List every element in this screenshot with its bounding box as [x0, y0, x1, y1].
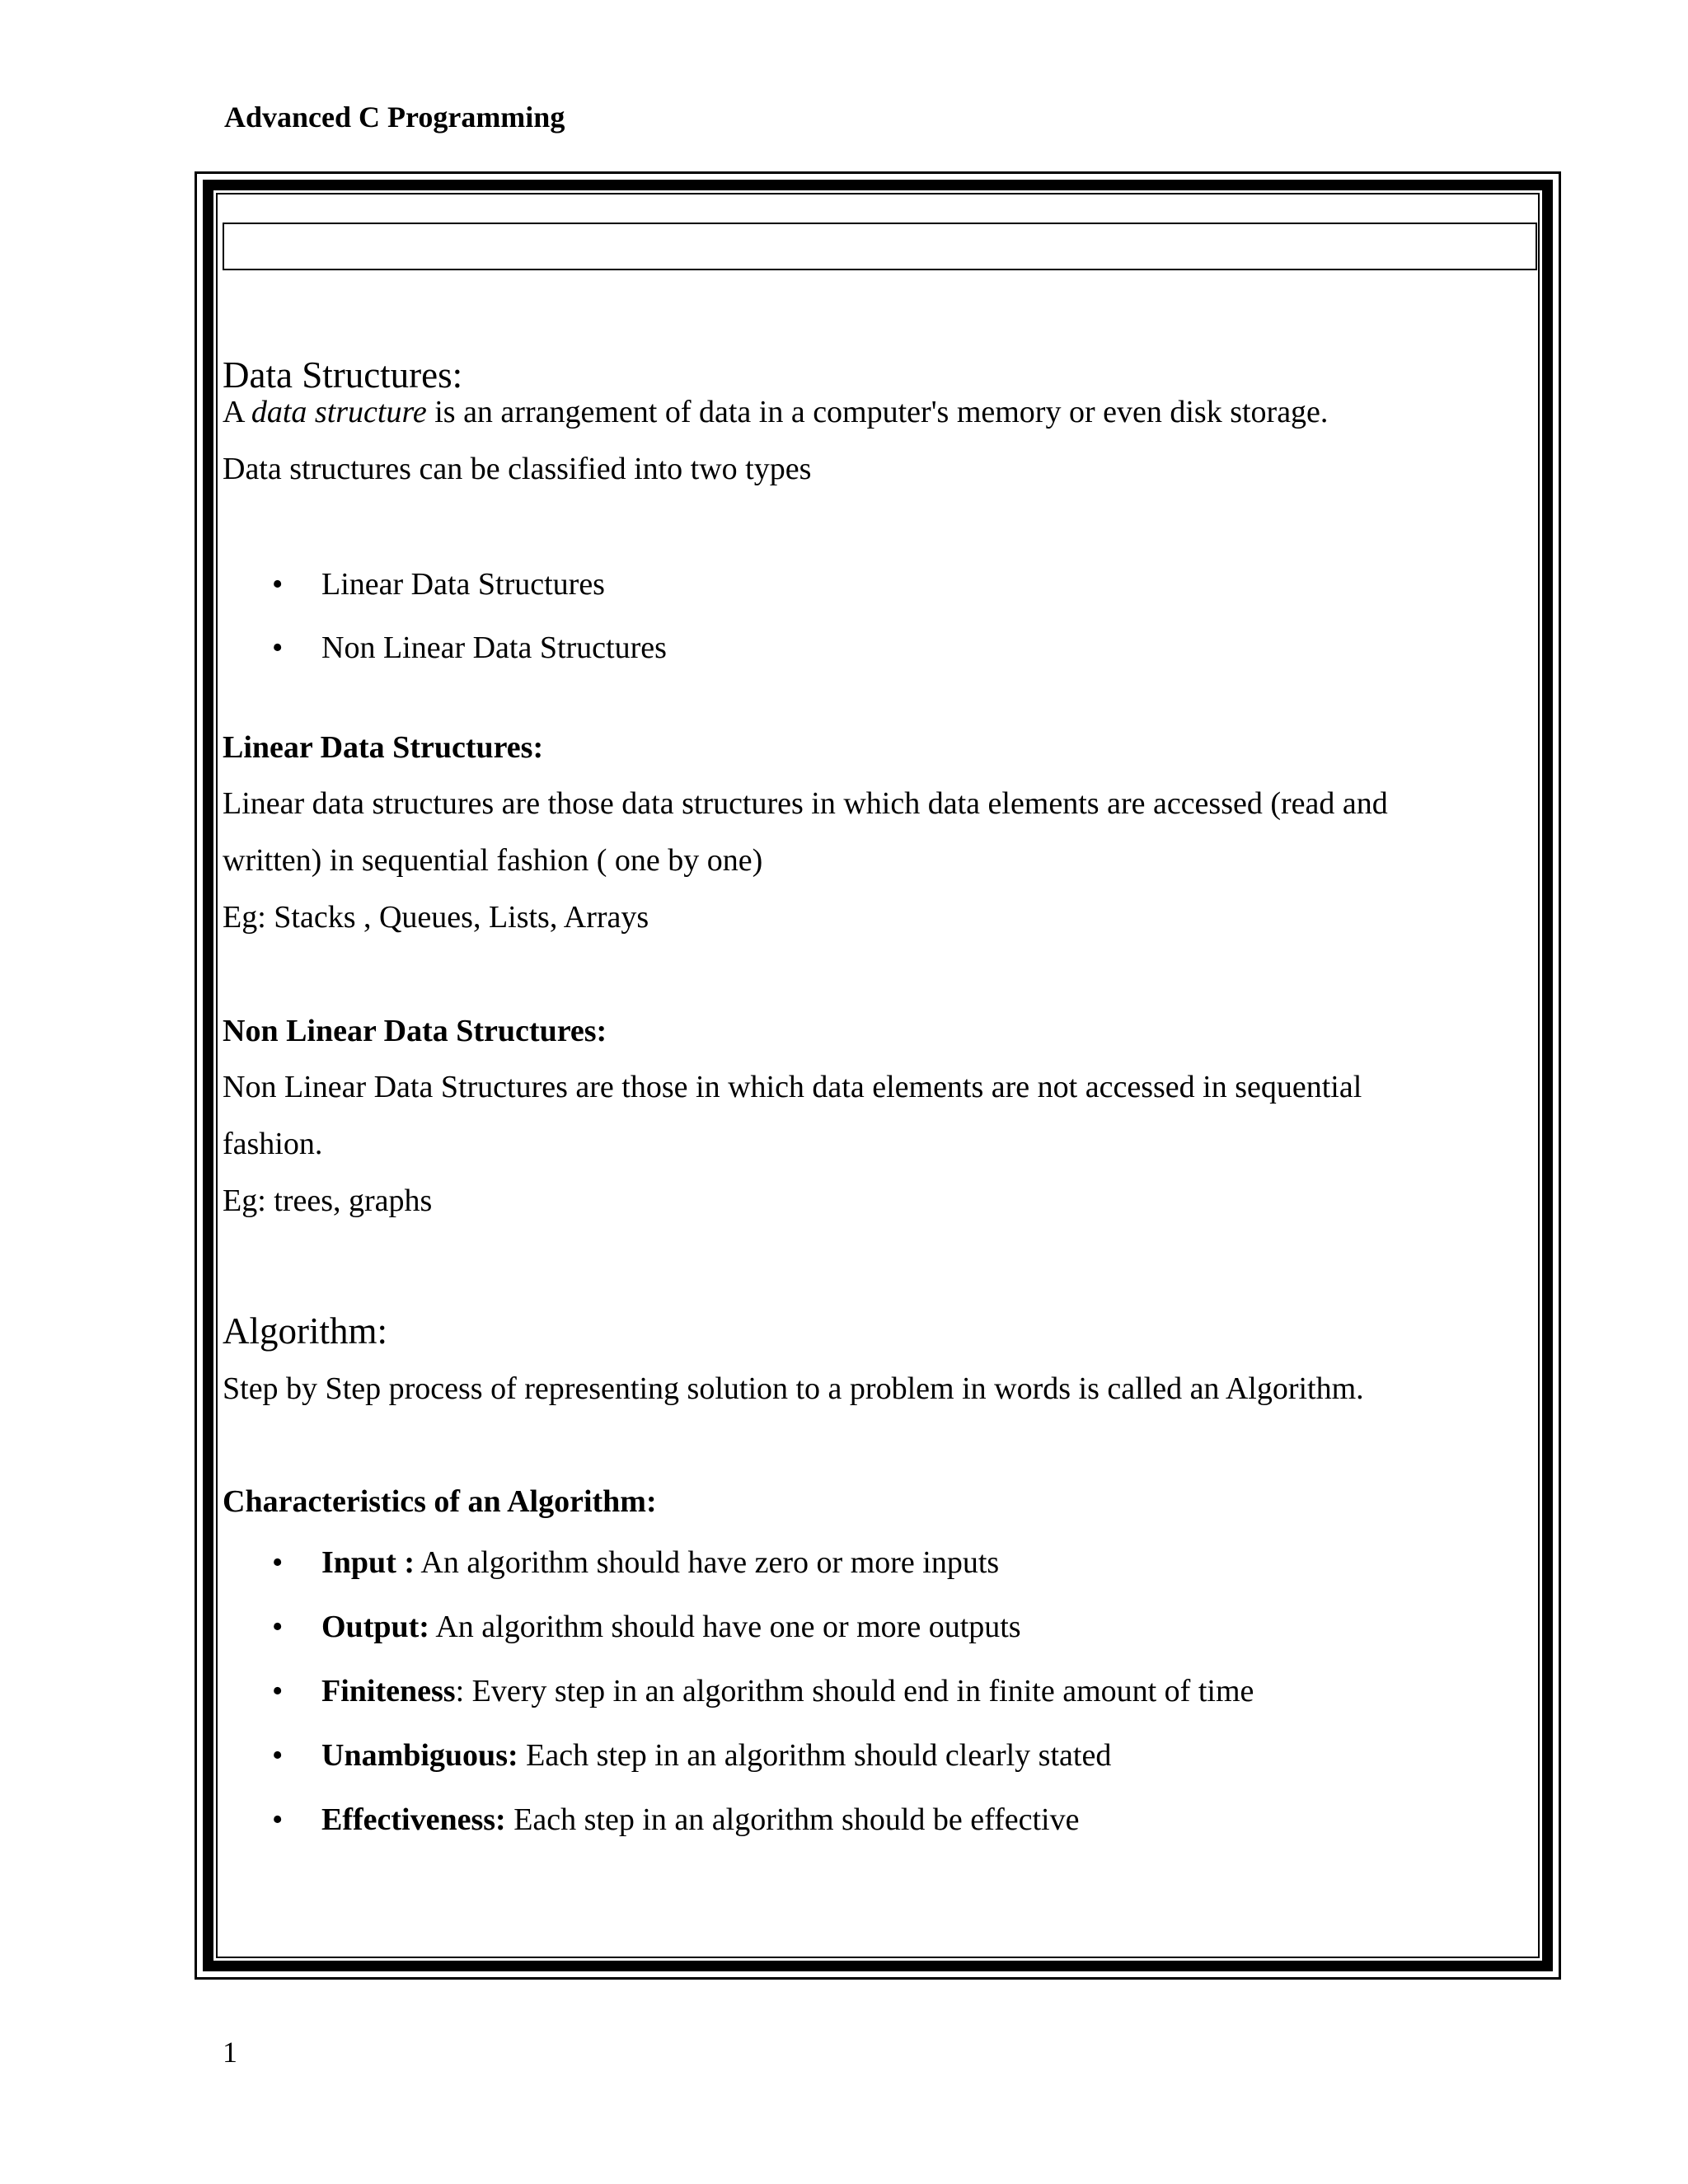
list-item-text	[321, 1672, 1254, 1710]
definition-rest: is an arrangement of data in a computer's memory or even disk storage.	[426, 395, 1329, 429]
definition-term: data structure	[251, 395, 427, 429]
bullet-icon: •	[272, 630, 284, 665]
characteristic-term: Unambiguous:	[321, 1738, 518, 1773]
algorithm-definition: Step by Step process of representing solution to a problem in words is called an Algorithm.	[223, 1371, 1364, 1406]
bullet-icon: •	[272, 1545, 284, 1580]
classification-text: Data structures can be classified into two types	[223, 452, 812, 486]
bullet-icon: •	[272, 1802, 284, 1837]
non-linear-description-line2: fashion.	[223, 1127, 323, 1161]
algorithm-heading: Algorithm:	[223, 1310, 387, 1352]
definition-prefix: A	[223, 395, 251, 429]
characteristic-description: Each step in an algorithm should clearly stated	[518, 1738, 1112, 1773]
list-item-text	[321, 1736, 1111, 1774]
bullet-icon: •	[272, 1610, 284, 1644]
list-item-text: Linear Data Structures	[321, 567, 605, 602]
chapter-title-box: Introduction to Data Structures	[223, 223, 1537, 270]
characteristic-description: An algorithm should have zero or more inputs	[415, 1545, 1000, 1580]
characteristic-description: An algorithm should have one or more outputs	[429, 1610, 1021, 1644]
list-item-text	[321, 1608, 1021, 1646]
linear-description-line2: written) in sequential fashion ( one by one)	[223, 843, 763, 878]
page-number: 1	[223, 2036, 237, 2069]
list-item-text	[321, 1801, 1079, 1839]
data-structures-heading: Data Structures:	[223, 354, 463, 396]
characteristics-heading: Characteristics of an Algorithm:	[223, 1484, 657, 1519]
characteristic-term: Output:	[321, 1610, 429, 1644]
running-header: Advanced C Programming	[224, 101, 565, 134]
bullet-icon: •	[272, 1674, 284, 1708]
characteristic-term: Effectiveness:	[321, 1802, 506, 1837]
list-item-text	[321, 1544, 999, 1582]
list-item-text: Non Linear Data Structures	[321, 630, 667, 665]
linear-heading: Linear Data Structures:	[223, 730, 544, 765]
linear-example: Eg: Stacks , Queues, Lists, Arrays	[223, 900, 649, 935]
characteristic-description: : Every step in an algorithm should end in finite amount of time	[455, 1674, 1254, 1708]
non-linear-example: Eg: trees, graphs	[223, 1183, 433, 1218]
bullet-icon: •	[272, 1738, 284, 1773]
characteristic-term: Finiteness	[321, 1674, 456, 1708]
linear-description-line1: Linear data structures are those data structures in which data elements are accessed (read and	[223, 786, 1388, 821]
characteristic-description: Each step in an algorithm should be effective	[505, 1802, 1080, 1837]
data-structure-definition	[223, 393, 1328, 431]
non-linear-heading: Non Linear Data Structures:	[223, 1014, 607, 1048]
bullet-icon: •	[272, 567, 284, 602]
non-linear-description-line1: Non Linear Data Structures are those in which data elements are not accessed in sequential	[223, 1070, 1362, 1104]
characteristic-term: Input :	[321, 1545, 415, 1580]
